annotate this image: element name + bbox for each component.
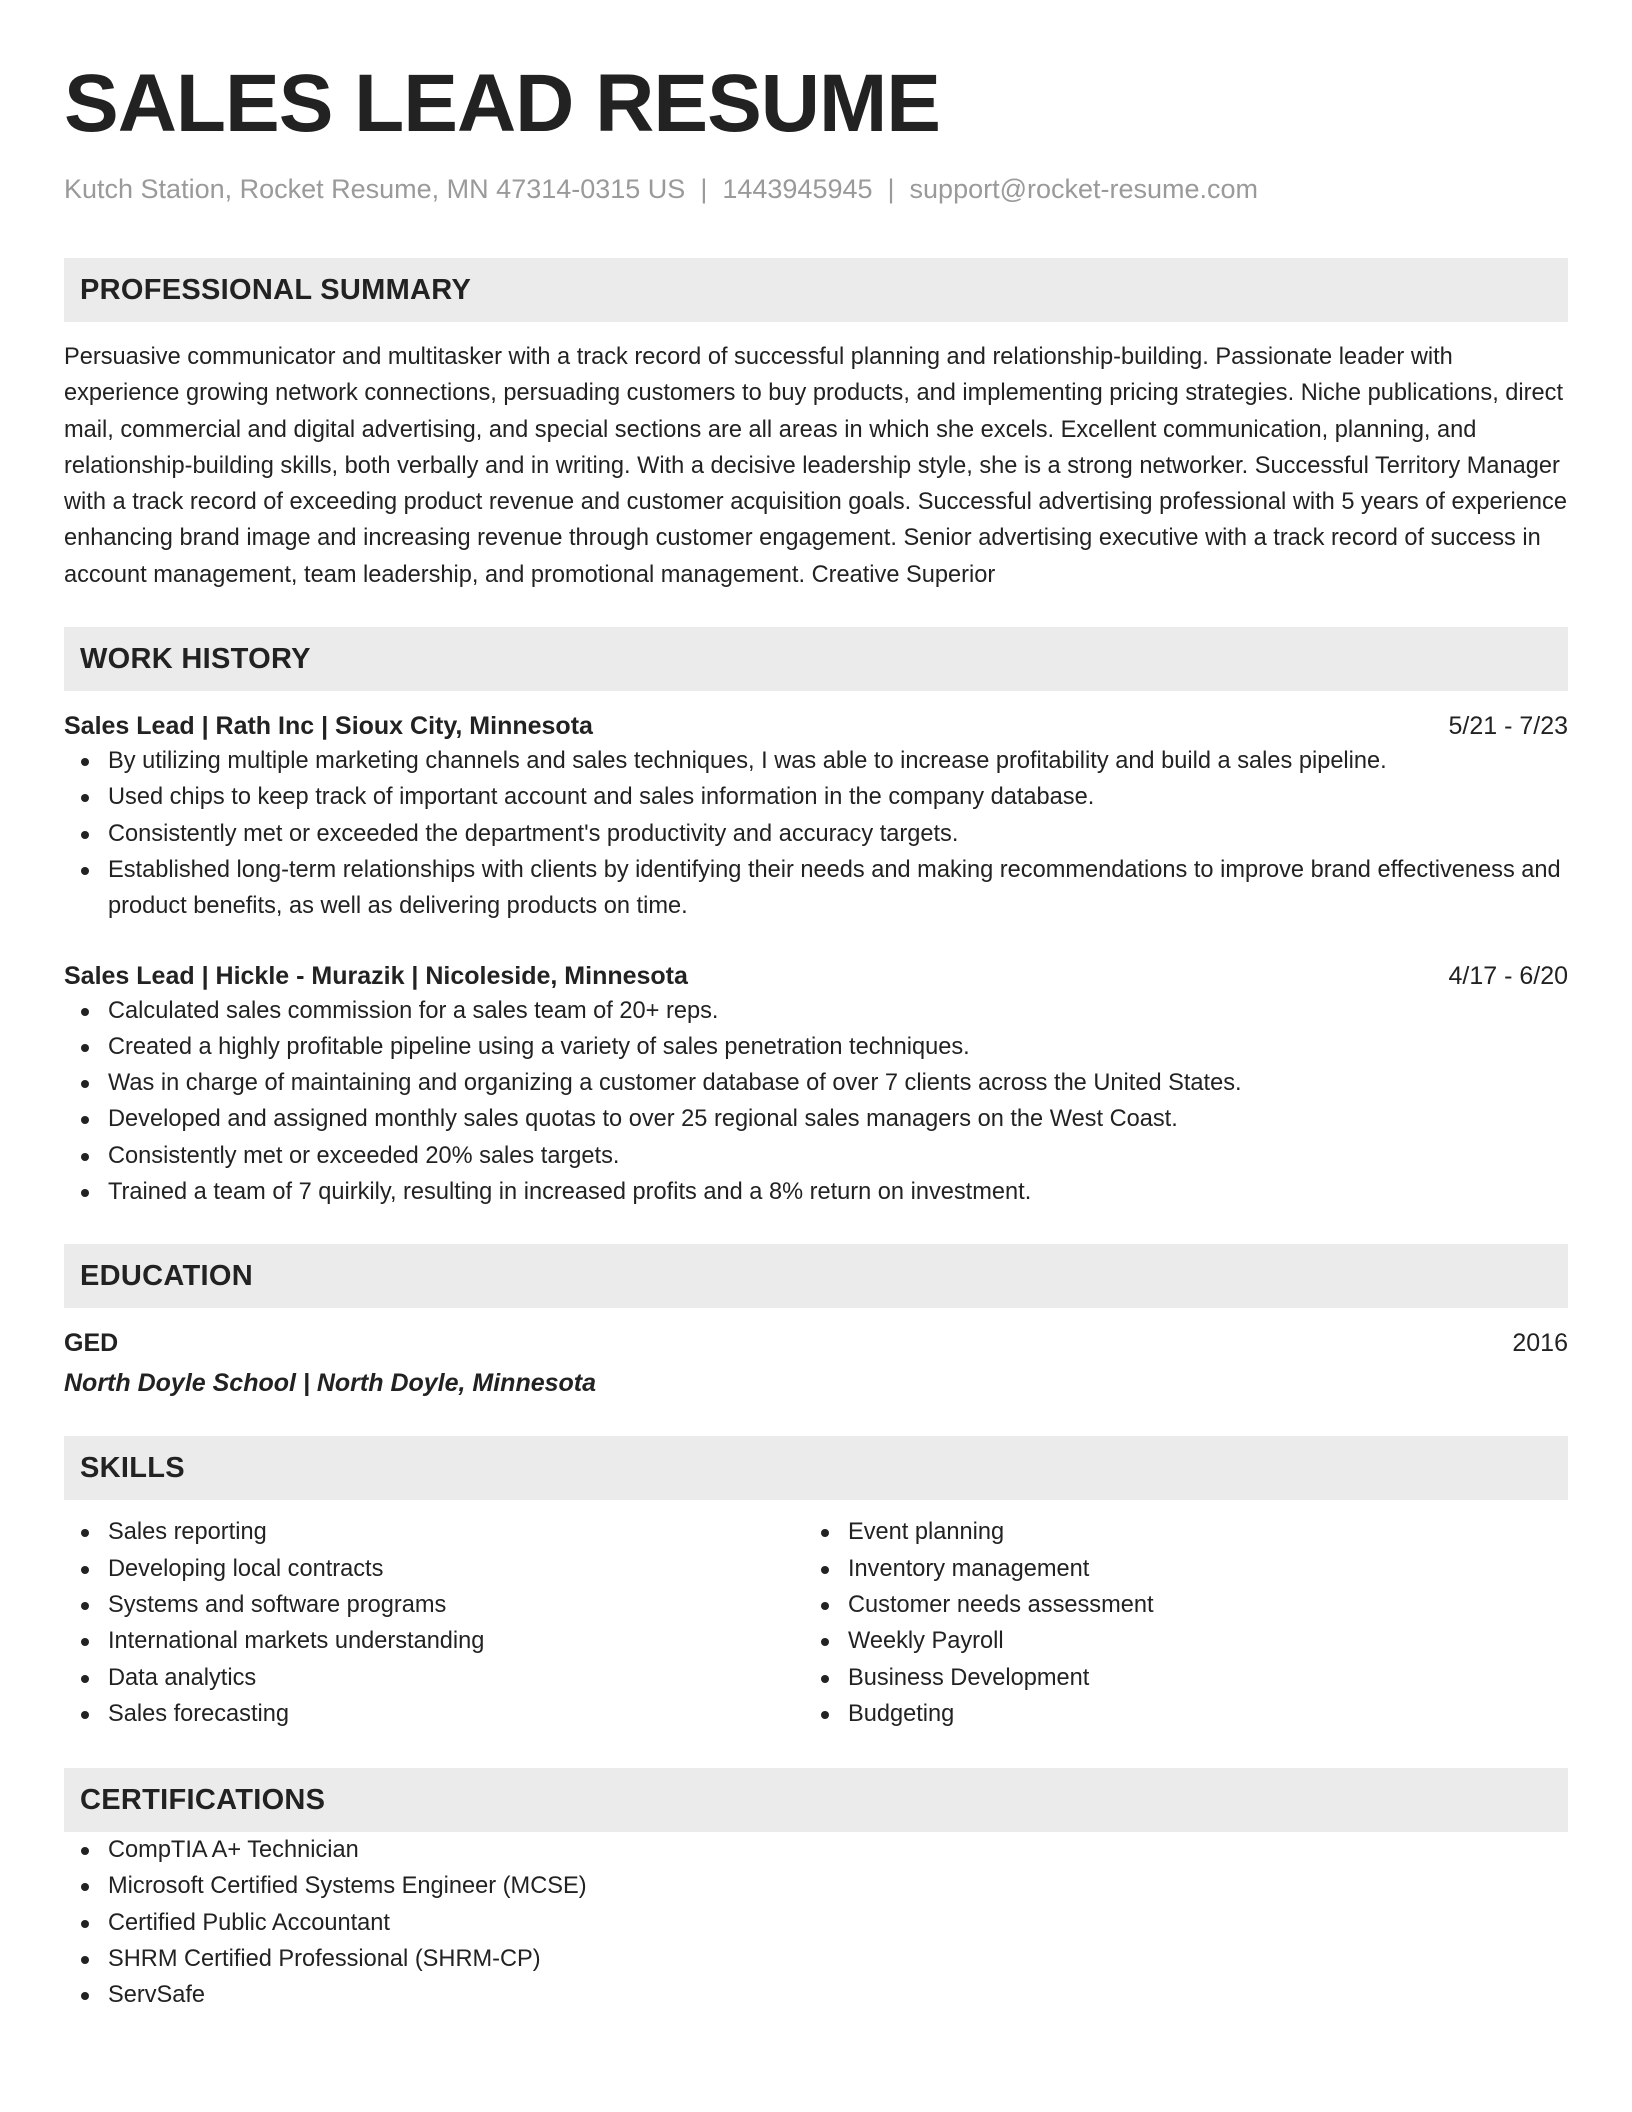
contact-phone: 1443945945 bbox=[722, 174, 873, 204]
job-header bbox=[64, 709, 1568, 743]
list-item: International markets understanding bbox=[64, 1623, 804, 1659]
summary-paragraph: Persuasive communicator and multitasker with a track record of successful planning and relationship-building. Passionate leader with experience growing network connections, persuading customers to buy products, and implementing pricing strategies. Niche publications, direct mail, commercial and digital advertising, and special sections are all areas in which she excels. Excellent communication, planning, and relationship-building skills, both verbally and in writing. With a decisive leadership style, she is a strong networker. Successful Territory Manager with a track record of exceeding product revenue and customer acquisition goals. Successful advertising professional with 5 years of experience enhancing brand image and increasing revenue through customer engagement. Senior advertising executive with a track record of success in account management, team leadership, and promotional management. Creative Superior bbox=[64, 344, 1567, 588]
contact-address: Kutch Station, Rocket Resume, MN 47314-0315 US bbox=[64, 174, 686, 204]
list-item: Customer needs assessment bbox=[804, 1587, 1544, 1623]
section-heading-certifications: CERTIFICATIONS bbox=[64, 1768, 1568, 1832]
list-item: Sales reporting bbox=[64, 1514, 804, 1550]
skills-list-left bbox=[64, 1514, 804, 1732]
list-item: Event planning bbox=[804, 1514, 1544, 1550]
contact-separator: | bbox=[887, 174, 895, 204]
list-item: Consistently met or exceeded 20% sales targets. bbox=[64, 1138, 1568, 1174]
section-heading-summary: PROFESSIONAL SUMMARY bbox=[64, 258, 1568, 322]
list-item: Used chips to keep track of important account and sales information in the company database. bbox=[64, 779, 1568, 815]
section-heading-work-history: WORK HISTORY bbox=[64, 627, 1568, 691]
list-item: SHRM Certified Professional (SHRM-CP) bbox=[64, 1941, 1568, 1977]
list-item: Was in charge of maintaining and organizing a customer database of over 7 clients across the United States. bbox=[64, 1065, 1568, 1101]
education-year: 2016 bbox=[1512, 1329, 1568, 1358]
education-header bbox=[64, 1326, 1568, 1360]
list-item: By utilizing multiple marketing channels and sales techniques, I was able to increase profitability and build a sales pipeline. bbox=[64, 743, 1568, 779]
resume-title: SALES LEAD RESUME bbox=[64, 58, 940, 149]
education-school: North Doyle School | North Doyle, Minnesota bbox=[64, 1369, 597, 1398]
job-header bbox=[64, 959, 1568, 993]
list-item: ServSafe bbox=[64, 1977, 1568, 2013]
section-heading-education: EDUCATION bbox=[64, 1244, 1568, 1308]
job-dates: 4/17 - 6/20 bbox=[1448, 961, 1568, 990]
list-item: Inventory management bbox=[804, 1551, 1544, 1587]
list-item: Business Development bbox=[804, 1660, 1544, 1696]
contact-email: support@rocket-resume.com bbox=[909, 174, 1259, 204]
contact-separator: | bbox=[700, 174, 708, 204]
list-item: Systems and software programs bbox=[64, 1587, 804, 1623]
list-item: CompTIA A+ Technician bbox=[64, 1832, 1568, 1868]
job-title: Sales Lead | Rath Inc | Sioux City, Minnesota bbox=[64, 712, 593, 741]
list-item: Budgeting bbox=[804, 1696, 1544, 1732]
job-title: Sales Lead | Hickle - Murazik | Nicoleside, Minnesota bbox=[64, 961, 688, 990]
list-item: Consistently met or exceeded the department's productivity and accuracy targets. bbox=[64, 816, 1568, 852]
education-degree: GED bbox=[64, 1329, 119, 1358]
list-item: Established long-term relationships with clients by identifying their needs and making recommendations to improve brand effectiveness and product benefits, as well as delivering products on time. bbox=[64, 852, 1568, 925]
job-bullet-list bbox=[64, 993, 1568, 1211]
skills-columns bbox=[64, 1514, 1568, 1732]
list-item: Calculated sales commission for a sales team of 20+ reps. bbox=[64, 993, 1568, 1029]
list-item: Microsoft Certified Systems Engineer (MCSE) bbox=[64, 1868, 1568, 1904]
list-item: Developed and assigned monthly sales quotas to over 25 regional sales managers on the West Coast. bbox=[64, 1101, 1568, 1137]
list-item: Weekly Payroll bbox=[804, 1623, 1544, 1659]
list-item: Trained a team of 7 quirkily, resulting in increased profits and a 8% return on investment. bbox=[64, 1174, 1568, 1210]
job-dates: 5/21 - 7/23 bbox=[1448, 712, 1568, 741]
contact-line bbox=[64, 172, 1568, 206]
list-item: Created a highly profitable pipeline using a variety of sales penetration techniques. bbox=[64, 1029, 1568, 1065]
list-item: Developing local contracts bbox=[64, 1551, 804, 1587]
skills-list-right bbox=[804, 1514, 1544, 1732]
list-item: Sales forecasting bbox=[64, 1696, 804, 1732]
section-heading-skills: SKILLS bbox=[64, 1436, 1568, 1500]
list-item: Data analytics bbox=[64, 1660, 804, 1696]
list-item: Certified Public Accountant bbox=[64, 1905, 1568, 1941]
job-bullet-list bbox=[64, 743, 1568, 924]
certifications-list bbox=[64, 1832, 1568, 2013]
